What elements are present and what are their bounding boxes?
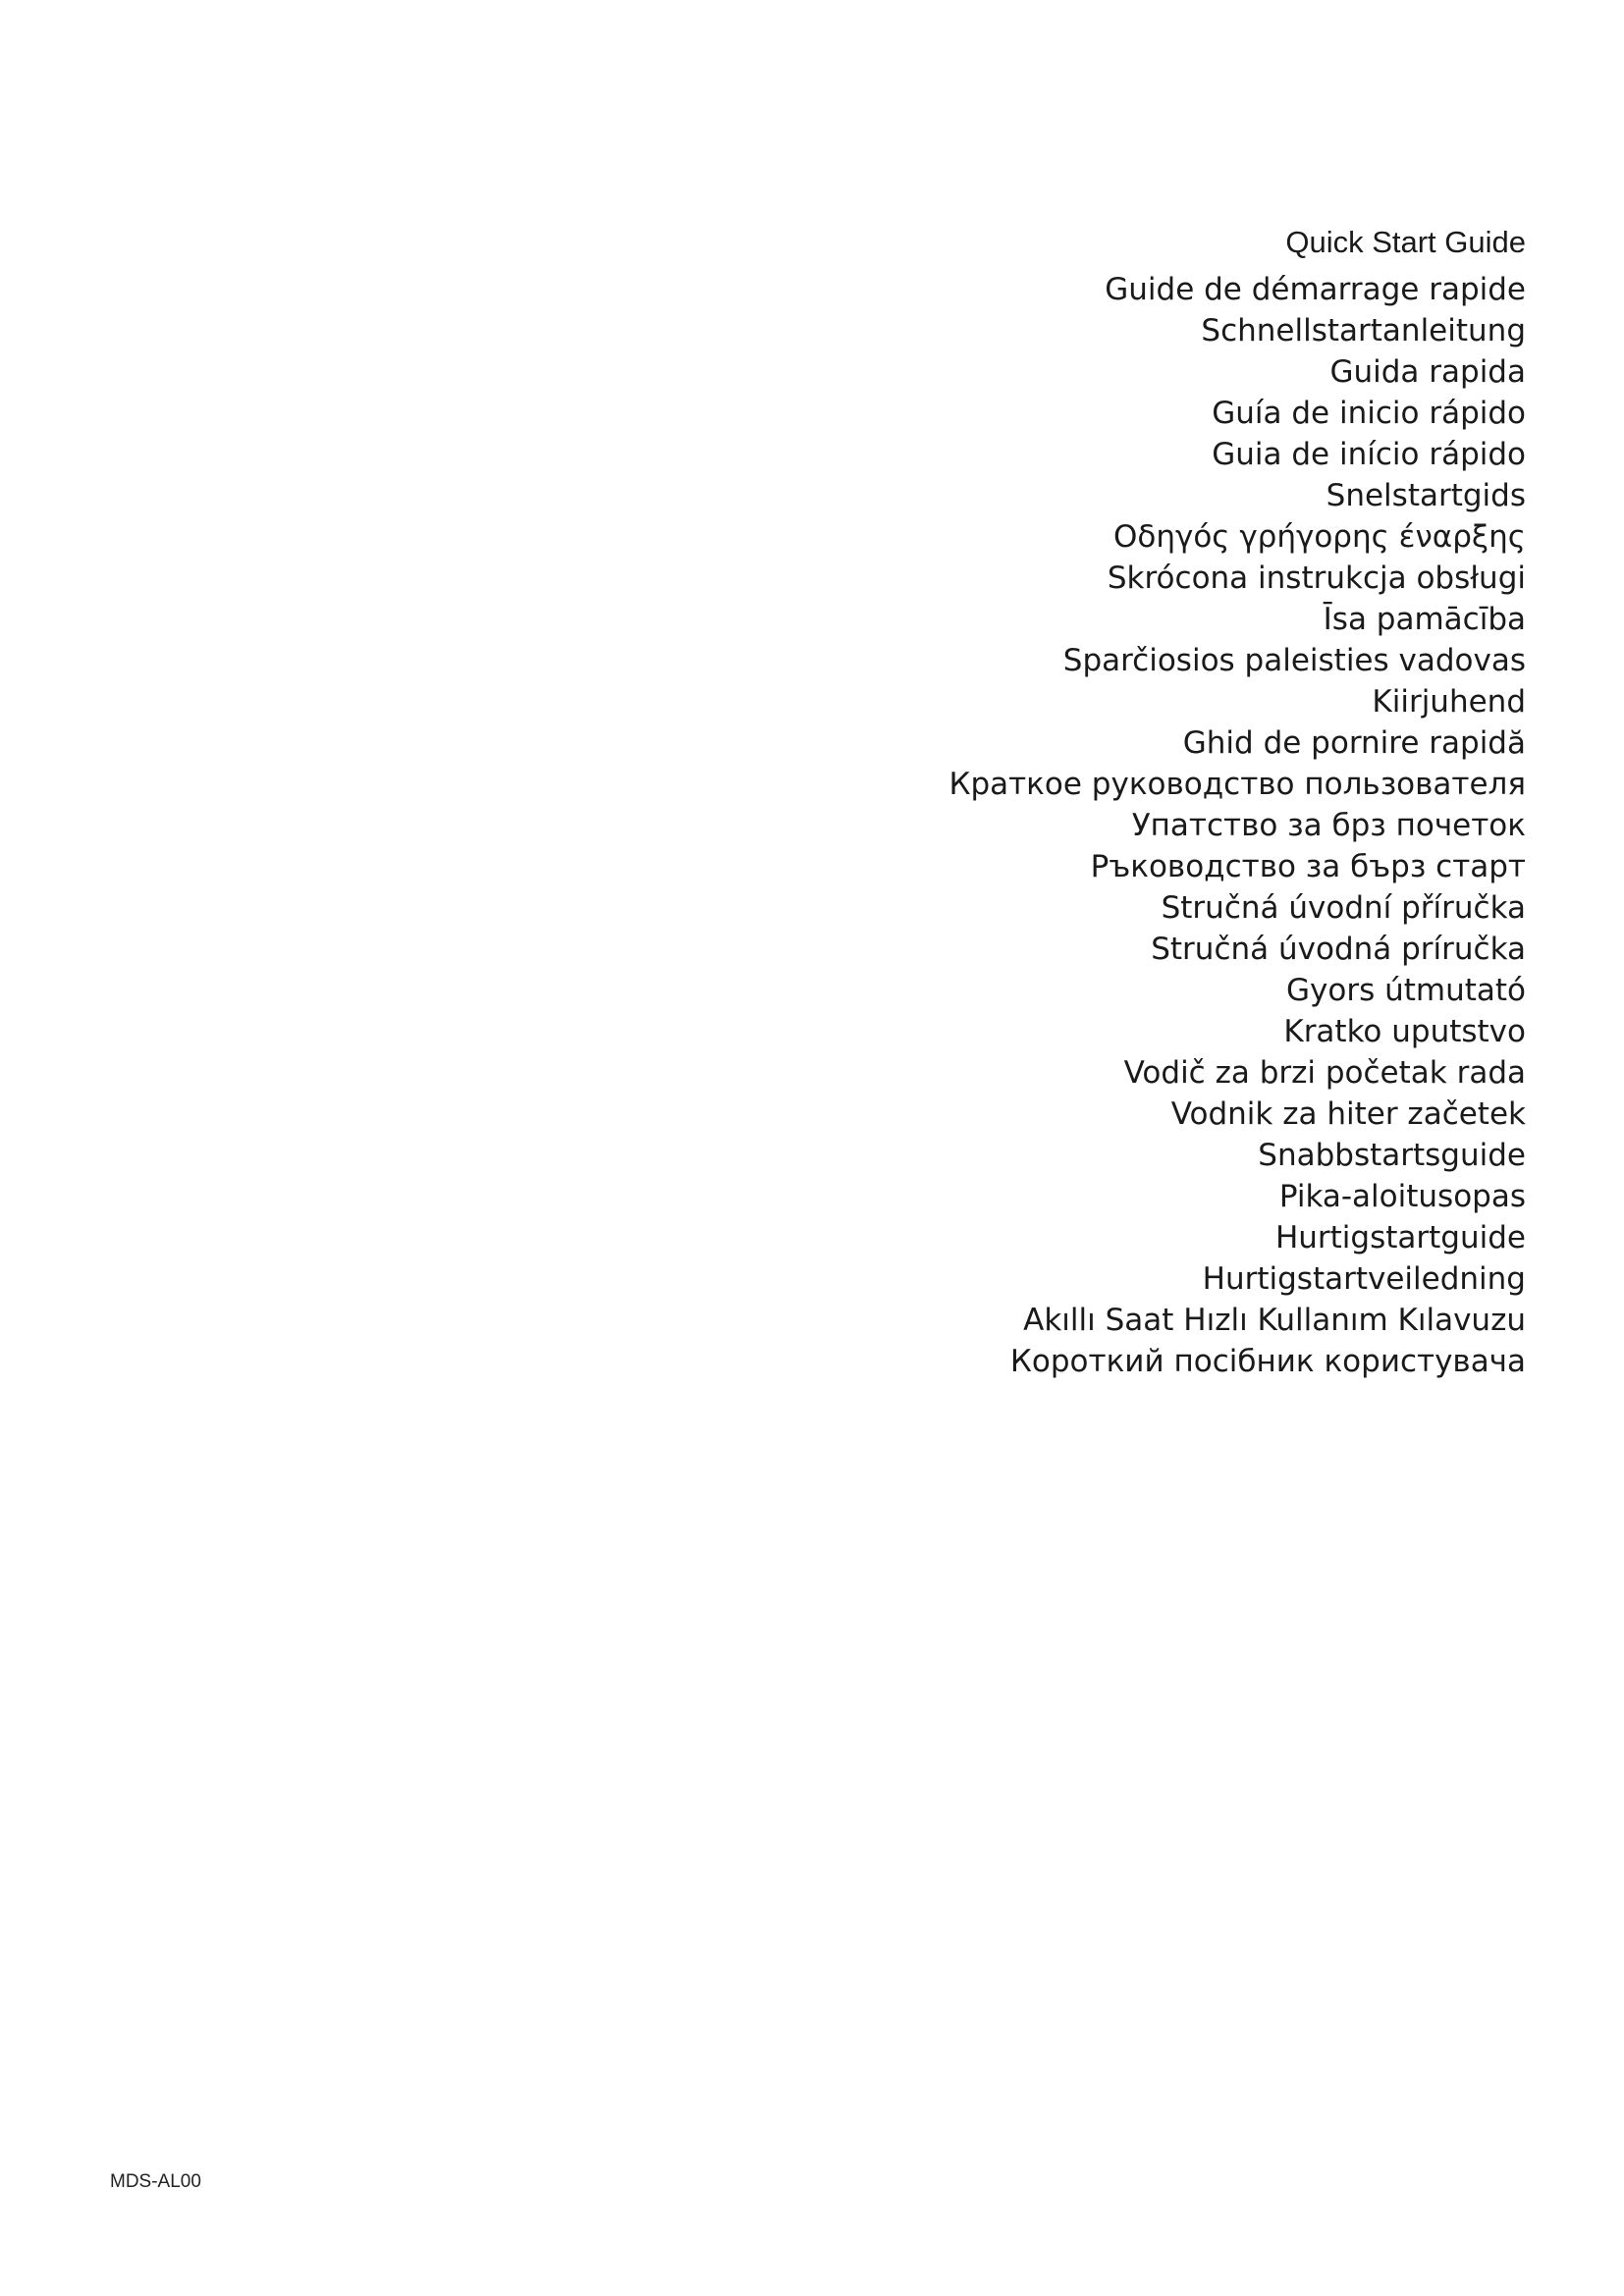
- guide-title-macedonian: Упатство за брз почеток: [1131, 808, 1526, 843]
- guide-title-spanish: Guía de inicio rápido: [1212, 396, 1526, 431]
- guide-title-serbian: Kratko uputstvo: [1283, 1014, 1526, 1049]
- guide-title-greek: Οδηγός γρήγορης έναρξης: [1112, 519, 1526, 555]
- guide-title-danish: Hurtigstartguide: [1274, 1220, 1526, 1255]
- guide-title-ukrainian: Короткий посібник користувача: [1009, 1344, 1526, 1379]
- guide-title-turkish: Akıllı Saat Hızlı Kullanım Kılavuzu: [1023, 1303, 1526, 1338]
- guide-title-norwegian: Hurtigstartveiledning: [1202, 1261, 1526, 1297]
- guide-title-german: Schnellstartanleitung: [1201, 313, 1526, 348]
- guide-title-slovak: Stručná úvodná príručka: [1151, 932, 1526, 967]
- guide-title-estonian: Kiirjuhend: [1372, 684, 1526, 720]
- guide-title-lithuanian: Sparčiosios paleisties vadovas: [1062, 643, 1526, 678]
- guide-title-croatian: Vodič za brzi početak rada: [1123, 1055, 1526, 1091]
- guide-title-french: Guide de démarrage rapide: [1105, 272, 1526, 307]
- guide-title-romanian: Ghid de pornire rapidă: [1182, 725, 1526, 761]
- guide-title-dutch: Snelstartgids: [1326, 478, 1526, 513]
- guide-title-swedish: Snabbstartsguide: [1258, 1138, 1526, 1173]
- guide-title-portuguese: Guia de início rápido: [1212, 437, 1526, 472]
- guide-title-list: [948, 222, 1526, 1382]
- guide-title-russian: Краткое руководство пользователя: [948, 767, 1526, 802]
- guide-title-slovenian: Vodnik za hiter začetek: [1170, 1096, 1526, 1132]
- guide-title-czech: Stručná úvodní příručka: [1161, 890, 1526, 926]
- guide-title-polish: Skrócona instrukcja obsługi: [1107, 561, 1526, 596]
- guide-title-english: Quick Start Guide: [1285, 225, 1526, 259]
- guide-title-bulgarian: Ръководство за бърз старт: [1090, 849, 1526, 884]
- guide-title-hungarian: Gyors útmutató: [1285, 973, 1526, 1008]
- model-number: MDS-AL00: [110, 2171, 201, 2192]
- guide-title-latvian: Īsa pamācība: [1323, 602, 1526, 637]
- guide-title-italian: Guida rapida: [1329, 354, 1526, 390]
- guide-title-finnish: Pika-aloitusopas: [1278, 1179, 1526, 1214]
